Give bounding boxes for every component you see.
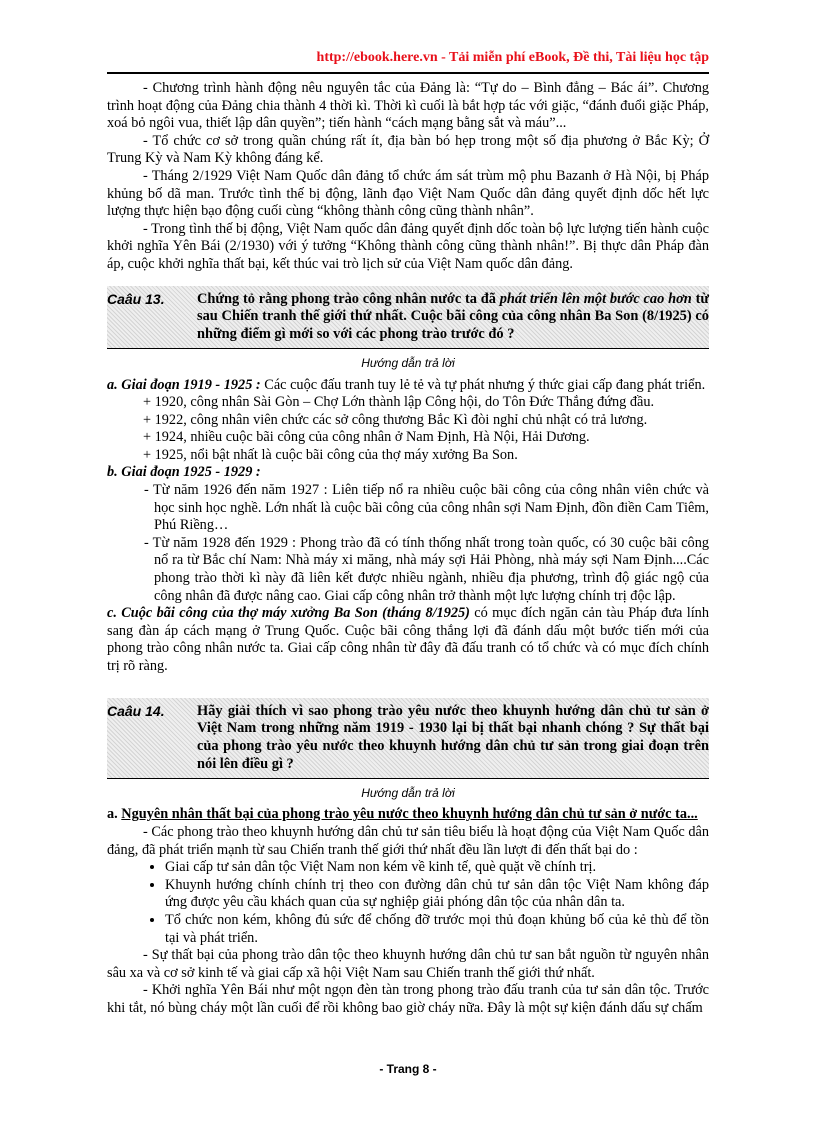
section-a-title: Nguyên nhân thất bại của phong trào yêu nước theo khuynh hướng dân chủ tư sản ở nước ta... [121, 806, 698, 823]
page-number: - Trang 8 - [379, 1062, 437, 1076]
intro-paragraph: - Tổ chức cơ sở trong quần chúng rất ít, địa bàn bó hẹp trong một số địa phương ở Bắc Kỳ; Ở Trung Kỳ và Nam Kỳ không đáng kể. [107, 132, 709, 167]
page-content [107, 80, 709, 1018]
question-13-text-emphasis: phát triển lên một bước cao hơn [499, 290, 692, 307]
section-c-title: c. Cuộc bãi công của thợ máy xưởng Ba Son (tháng 8/1925) [107, 605, 470, 622]
list-item: - Từ năm 1928 đến 1929 : Phong trào đã có tính thống nhất trong toàn quốc, có 30 cuộc bãi công nổ ra từ Bắc chí Nam: Nhà máy xi măng, nhà máy sợi Hải Phòng, nhà máy sợi Nam Định....Các phong trào thời kì này đã liên kết được nhiều ngành, nhiều địa phương, trình độ giác ngộ của công nhân đã được nâng cao. Giai cấp công nhân trở thành một lực lượng chính trị độc lập. [144, 534, 709, 604]
question-14-box [107, 698, 709, 779]
list-item: + 1922, công nhân viên chức các sở công thương Bắc Kì đòi nghỉ chủ nhật có trả lương. [143, 411, 648, 428]
list-item: - Từ năm 1926 đến năm 1927 : Liên tiếp nổ ra nhiều cuộc bãi công của công nhân viên chức và học sinh học nghề. Lớn nhất là cuộc bãi công của công nhân sợi Nam Định, đồn điền Cam Tiêm, Phú Riềng… [144, 482, 709, 534]
body-paragraph: - Sự thất bại của phong trào dân tộc theo khuynh hướng dân chủ tư san bắt nguồn từ nguyên nhân sâu xa và cơ sở kinh tế và giai cấp xã hội Việt Nam sau Chiến tranh thế giới thứ nhất. [107, 947, 709, 981]
section-a-text: Các cuộc đấu tranh tuy lẻ tẻ và tự phát nhưng ý thức giai cấp đang phát triển. [260, 376, 706, 393]
list-item: • Tổ chức non kém, không đủ sức để chống đỡ trước mọi thủ đoạn khủng bố của kẻ thù để tồn tại và phát triển. [165, 912, 709, 947]
section-a-title: a. Giai đoạn 1919 - 1925 : [107, 376, 261, 393]
list-item: + 1920, công nhân Sài Gòn – Chợ Lớn thành lập Công hội, do Tôn Đức Thắng đứng đầu. [143, 394, 655, 411]
header-separator: - [437, 50, 450, 65]
header-link[interactable]: http://ebook.here.vn [316, 50, 438, 65]
list-item: • Khuynh hướng chính chính trị theo con đường dân chủ tư sản dân tộc Việt Nam không đáp ứng được yêu cầu khách quan của sự nghiệp giải phóng dân tộc của nhân dân ta. [165, 877, 709, 912]
section-c-text: có mục đích ngăn cản tàu Pháp đưa lính sang đàn áp cách mạng ở Trung Quốc. Cuộc bãi công thắng lợi đã đánh dấu một bước tiến mới của phong trào công nhân nước ta. Giai cấp công nhân từ đây đã đấu tranh có tổ chức và có mục đích chính trị rõ ràng. [107, 605, 709, 675]
body-paragraph: - Khởi nghĩa Yên Bái như một ngọn đèn tàn trong phong trào đấu tranh của tư sản dân tộc. Trước khi tắt, nó bùng cháy một lần cuối để rồi không bao giờ cháy nữa. Đây là một sự kiện đánh dấu sự chấm [107, 982, 709, 1016]
question-13-text-end: từ sau Chiến tranh thế giới thứ nhất. Cuộc bãi công của công nhân Ba Son (8/1925) có những điểm gì mới so với các phong trào trước đó ? [197, 290, 709, 343]
list-item: • Giai cấp tư sản dân tộc Việt Nam non kém về kinh tế, què quặt về chính trị. [165, 859, 709, 877]
answer-guide-heading: Hướng dẫn trả lời [361, 355, 455, 370]
body-paragraph: - Các phong trào theo khuynh hướng dân chủ tư sản tiêu biểu là hoạt động của Việt Nam Quốc dân đảng, đã phát triển mạnh từ sau Chiến tranh thế giới thứ nhất đều lần lượt đi đến thất bại do : [107, 823, 709, 858]
section-a-paragraph [107, 377, 709, 395]
question-14-text: Hãy giải thích vì sao phong trào yêu nước theo khuynh hướng dân chủ tư sản ở Việt Nam trong những năm 1919 - 1930 lại bị thất bại nhanh chóng ? Sự thất bại của phong trào yêu nước theo khuynh hướng dân chủ tư sản trong giai đoạn trên nói lên điều gì ? [197, 702, 709, 772]
list-item: + 1925, nổi bật nhất là cuộc bãi công của thợ máy xưởng Ba Son. [143, 446, 518, 463]
question-13-label: Caâu 13. [107, 290, 165, 307]
section-a-prefix: a. [107, 806, 122, 823]
question-14-label: Caâu 14. [107, 702, 165, 719]
header-tagline: Tải miễn phí eBook, Đề thi, Tài liệu học tập [449, 50, 709, 65]
section-a-heading [107, 806, 709, 824]
list-item: + 1924, nhiều cuộc bãi công của công nhân ở Nam Định, Hà Nội, Hải Dương. [143, 429, 590, 446]
intro-paragraph: - Chương trình hành động nêu nguyên tắc của Đảng là: “Tự do – Bình đẳng – Bác ái”. Chương trình hoạt động của Đảng chia thành 4 thời kì. Thời kì cuối là bắt hợp tác với giặc, “đánh đuổi giặc Pháp, xoá bỏ ngôi vua, thiết lập dân quyền”; tiến hành “cách mạng bằng sắt và máu”... [107, 80, 709, 132]
answer-guide-heading: Hướng dẫn trả lời [361, 785, 455, 800]
bullet-list [107, 859, 709, 947]
intro-paragraph: - Tháng 2/1929 Việt Nam Quốc dân đảng tổ chức ám sát trùm mộ phu Bazanh ở Hà Nội, bị Pháp khủng bố dã man. Trước tình thế bị động, lãnh đạo Việt Nam Quốc dân đảng quyết định dốc hết lực lượng thực hiện bạo động cuối cùng “không thành công cũng thành nhân”. [107, 167, 709, 220]
page-header [107, 50, 709, 74]
section-c-paragraph [107, 605, 709, 675]
intro-paragraph: - Trong tình thế bị động, Việt Nam quốc dân đảng quyết định dốc toàn bộ lực lượng tiến hành cuộc khởi nghĩa Yên Bái (2/1930) với ý tưởng “Không thành công cũng thành nhân!”. Bị thực dân Pháp đàn áp, cuộc khởi nghĩa thất bại, kết thúc vai trò lịch sử của Việt Nam quốc dân đảng. [107, 220, 709, 272]
section-b-title: b. Giai đoạn 1925 - 1929 : [107, 464, 261, 481]
question-13-box [107, 286, 709, 349]
question-13-text-start: Chứng tỏ rằng phong trào công nhân nước ta đã [197, 290, 500, 307]
